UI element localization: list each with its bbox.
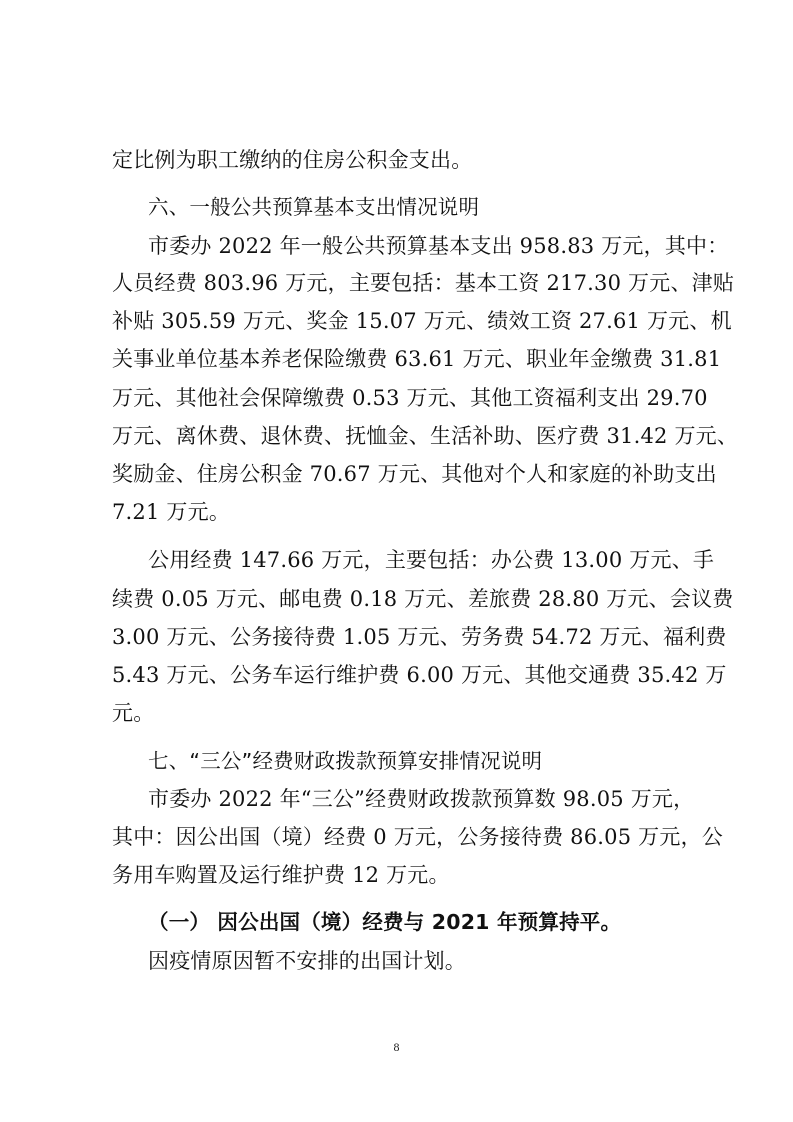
page-number: 8 <box>393 1040 400 1054</box>
paragraph-line: 万元、离休费、退休费、抚恤金、生活补助、医疗费 31.42 万元、 <box>112 424 739 448</box>
paragraph-line: 7.21 万元。 <box>112 500 231 524</box>
paragraph-line: 因疫情原因暂不安排的出国计划。 <box>148 949 466 973</box>
paragraph-line: 补贴 305.59 万元、奖金 15.07 万元、绩效工资 27.61 万元、机 <box>112 309 732 333</box>
paragraph-line: 3.00 万元、公务接待费 1.05 万元、劳务费 54.72 万元、福利费 <box>112 625 727 649</box>
paragraph-line: 其中：因公出国（境）经费 0 万元，公务接待费 86.05 万元，公 <box>112 825 723 849</box>
section-heading-7: 七、“三公”经费财政拨款预算安排情况说明 <box>148 749 543 773</box>
paragraph-line: 元。 <box>112 701 155 725</box>
subsection-heading-1: （一） 因公出国（境）经费与 2021 年预算持平。 <box>148 910 622 934</box>
section-heading-6: 六、一般公共预算基本支出情况说明 <box>148 195 480 219</box>
paragraph-line: 续费 0.05 万元、邮电费 0.18 万元、差旅费 28.80 万元、会议费 <box>112 587 734 611</box>
paragraph-line: 奖励金、住房公积金 70.67 万元、其他对个人和家庭的补助支出 <box>112 462 717 486</box>
paragraph-line: 公用经费 147.66 万元，主要包括：办公费 13.00 万元、手 <box>148 548 715 572</box>
paragraph-line: 市委办 2022 年“三公”经费财政拨款预算数 98.05 万元， <box>148 787 695 811</box>
paragraph-line: 关事业单位基本养老保险缴费 63.61 万元、职业年金缴费 31.81 <box>112 347 722 371</box>
paragraph-line: 万元、其他社会保障缴费 0.53 万元、其他工资福利支出 29.70 <box>112 386 708 410</box>
paragraph-line: 定比例为职工缴纳的住房公积金支出。 <box>112 148 473 172</box>
paragraph-line: 市委办 2022 年一般公共预算基本支出 958.83 万元，其中： <box>148 234 729 258</box>
paragraph-line: 务用车购置及运行维护费 12 万元。 <box>112 863 450 887</box>
paragraph-line: 人员经费 803.96 万元，主要包括：基本工资 217.30 万元、津贴 <box>112 271 735 295</box>
paragraph-line: 5.43 万元、公务车运行维护费 6.00 万元、其他交通费 35.42 万 <box>112 663 727 687</box>
